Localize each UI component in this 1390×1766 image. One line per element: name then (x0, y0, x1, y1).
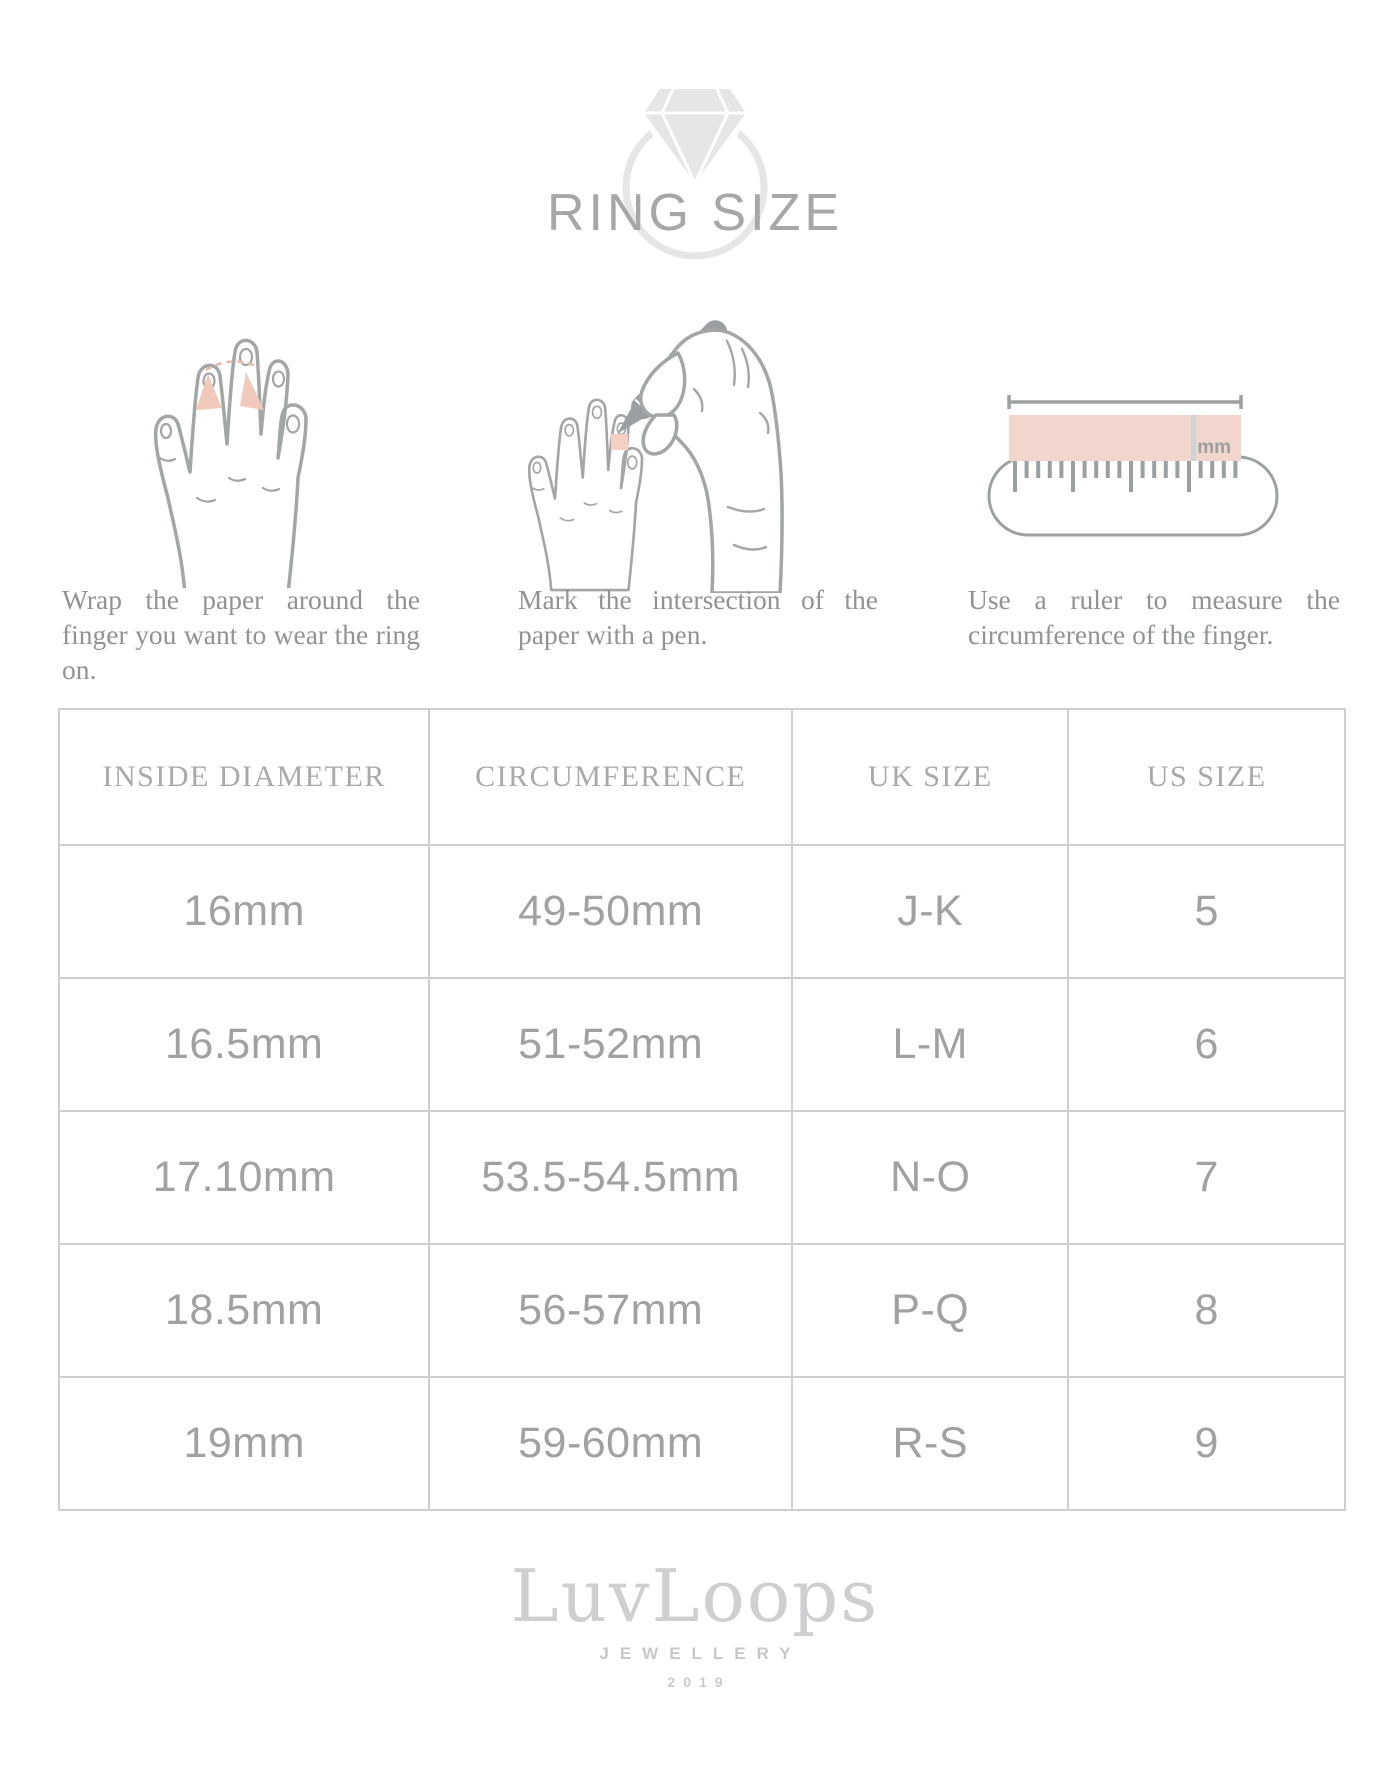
ruler-marker (1191, 415, 1196, 461)
table-cell: 16mm (59, 845, 429, 978)
table-header-row (59, 709, 1345, 845)
table-cell: L-M (792, 978, 1068, 1111)
col-header-uk-size: UK SIZE (792, 709, 1068, 845)
table-cell: 8 (1068, 1244, 1345, 1377)
table-cell: 9 (1068, 1377, 1345, 1510)
page-title: RING SIZE (546, 184, 844, 242)
col-header-circumference: CIRCUMFERENCE (429, 709, 792, 845)
table-cell: 5 (1068, 845, 1345, 978)
table-cell: P-Q (792, 1244, 1068, 1377)
table-cell: 17.10mm (59, 1111, 429, 1244)
ruler-mm-label: mm (1197, 437, 1231, 458)
table-cell: 16.5mm (59, 978, 429, 1111)
header (0, 0, 1390, 270)
brand-logo (0, 1556, 1390, 1690)
table-cell: 59-60mm (429, 1377, 792, 1510)
step2-caption: Mark the intersection of the paper with a pen. (518, 584, 878, 650)
brand-name: LuvLoops (510, 1554, 880, 1638)
table-row (59, 845, 1345, 978)
table-cell: 49-50mm (429, 845, 792, 978)
col-header-us-size: US SIZE (1068, 709, 1345, 845)
table-cell: 19mm (59, 1377, 429, 1510)
table-row (59, 1111, 1345, 1244)
table-row (59, 1244, 1345, 1377)
table-cell: 51-52mm (429, 978, 792, 1111)
table-cell: J-K (792, 845, 1068, 978)
brand-year: 2019 (667, 1674, 731, 1690)
hand-paper-wrap-icon (130, 326, 320, 588)
ring-size-table (58, 708, 1346, 1511)
ruler-measure-icon (985, 393, 1285, 543)
table-cell: 7 (1068, 1111, 1345, 1244)
table-row (59, 978, 1345, 1111)
step1-caption: Wrap the paper around the finger you want to wear the ring on. (62, 584, 420, 685)
hand-pen-mark-icon (528, 293, 808, 593)
col-header-inside-diameter: INSIDE DIAMETER (59, 709, 429, 845)
table-cell: 18.5mm (59, 1244, 429, 1377)
brand-subtitle: JEWELLERY (599, 1644, 802, 1663)
table-cell: 6 (1068, 978, 1345, 1111)
table-cell: 56-57mm (429, 1244, 792, 1377)
table-cell: R-S (792, 1377, 1068, 1510)
step3-caption: Use a ruler to measure the circumference of the finger. (968, 584, 1340, 650)
measurement-line (1009, 395, 1241, 409)
table-row (59, 1377, 1345, 1510)
table-cell: 53.5-54.5mm (429, 1111, 792, 1244)
table-cell: N-O (792, 1111, 1068, 1244)
